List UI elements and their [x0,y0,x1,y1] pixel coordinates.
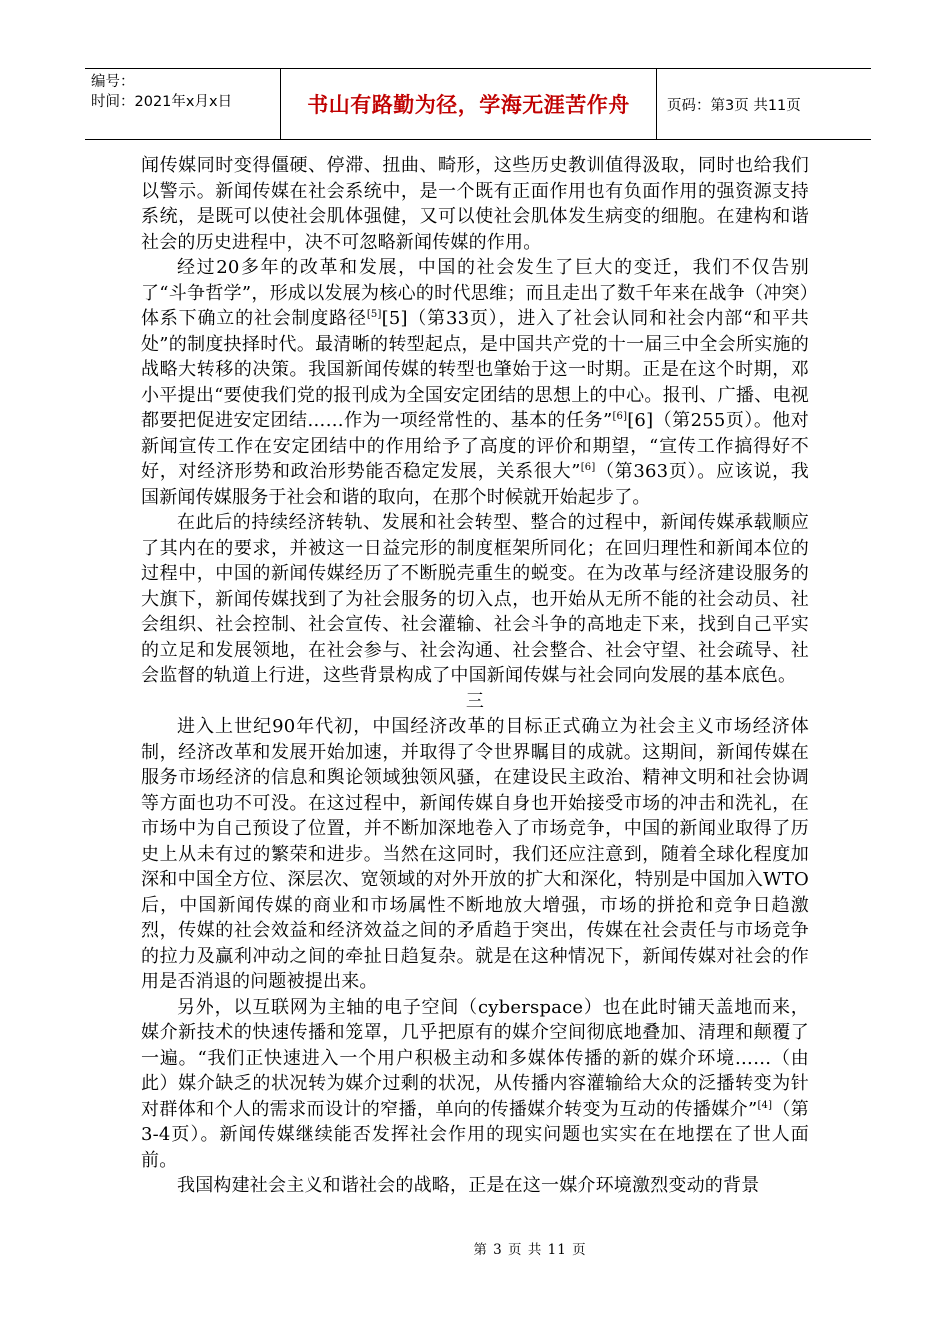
citation-sup: [6] [612,411,628,422]
citation-sup: [6] [580,462,596,473]
header-motto: 书山有路勤为径，学海无涯苦作舟 [281,69,657,139]
section-heading: 三 [465,690,485,712]
page-header [85,68,871,140]
citation-sup: [5] [366,309,382,320]
paragraph-4: 进入上世纪90年代初，中国经济改革的目标正式确立为社会主义市场经济体制，经济改革和发展开始加速，并取得了令世界瞩目的成就。这期间，新闻传媒在服务市场经济的信息和舆论领域独领风骚，在建设民主政治、精神文明和社会协调等方面也功不可没。在这过程中，新闻传媒自身也开始接受市场的冲击和洗礼，在市场中为自己预设了位置，并不断加深地卷入了市场竞争，中国的新闻业取得了历史上从未有过的繁荣和进步。当然在这同时，我们还应注意到，随着全球化程度加深和中国全方位、深层次、宽领域的对外开放的扩大和深化，特别是中国加入WTO后，中国新闻传媒的商业和市场属性不断地放大增强，市场的拼抢和竞争日趋激烈，传媒的社会效益和经济效益之间的矛盾趋于突出，传媒在社会责任与市场竞争的拉力及赢利冲动之间的牵扯日趋复杂。就是在这种情况下，新闻传媒对社会的作用是否消退的问题被提出来。 [141,716,809,992]
page-footer: 第 3 页 共 11 页 [473,1242,587,1258]
paragraph-1: 闻传媒同时变得僵硬、停滞、扭曲、畸形，这些历史教训值得汲取，同时也给我们以警示。新闻传媒在社会系统中，是一个既有正面作用也有负面作用的强资源支持系统，是既可以使社会肌体强健，又可以使社会肌体发生病变的细胞。在建构和谐社会的历史进程中，决不可忽略新闻传媒的作用。 [141,155,809,253]
header-page-info: 页码：第3页 共11页 [667,97,801,114]
paragraph-2-text-b: [5]（第33页），进入了社会认同和社会内部“和平共处”的制度抉择时代。最清晰的转型起点，是中国共产党的十一届三中全会所实施的战略大转移的决策。我国新闻传媒的转型也肇始于这一时期。正是在这个时期，邓小平提出“要使我们党的报刊成为全国安定团结的思想上的中心。报刊、广播、电视都要把促进安定团结……作为一项经常性的、基本的任务” [141,308,809,431]
paragraph-5-text-a: 另外，以互联网为主轴的电子空间（cyberspace）也在此时铺天盖地而来，媒介新技术的快速传播和笼罩，几乎把原有的媒介空间彻底地叠加、清理和颠覆了一遍。“我们正快速进入一个用户积极主动和多媒体传播的新的媒介环境……（由此）媒介缺乏的状况转为媒介过剩的状况，从传播内容灌输给大众的泛播转变为针对群体和个人的需求而设计的窄播，单向的传播媒介转变为互动的传播媒介” [141,996,809,1120]
paragraph-5-text-b: （第3-4页）。新闻传媒继续能否发挥社会作用的现实问题也实实在在地摆在了世人面前。 [141,1098,809,1171]
paragraph-2-text-c: [6]（第255页）。他对新闻宣传工作在安定团结中的作用给予了高度的评价和期望，“宣传工作搞得好不好，对经济形势和政治形势能否稳定发展，关系很大” [141,410,809,482]
paragraph-5 [141,995,809,1174]
document-body [141,153,809,1199]
paragraph-6: 我国构建社会主义和谐社会的战略，正是在这一媒介环境激烈变动的背景 [177,1175,760,1196]
paragraph-2 [141,255,809,510]
paragraph-3: 在此后的持续经济转轨、发展和社会转型、整合的过程中，新闻传媒承载顺应了其内在的要求，并被这一日益完形的制度框架所同化；在回归理性和新闻本位的过程中，中国的新闻传媒经历了不断脱壳重生的蜕变。在为改革与经济建设服务的大旗下，新闻传媒找到了为社会服务的切入点，也开始从无所不能的社会动员、社会组织、社会控制、社会宣传、社会灌输、社会斗争的高地走下来，找到自己平实的立足和发展领地，在社会参与、社会沟通、社会整合、社会守望、社会疏导、社会监督的轨道上行进，这些背景构成了中国新闻传媒与社会同向发展的基本底色。 [141,512,809,686]
paragraph-2-text-a: 经过20多年的改革和发展，中国的社会发生了巨大的变迁，我们不仅告别了“斗争哲学”，形成以发展为核心的时代思维；而且走出了数千年来在战争（冲突）体系下确立的社会制度路径 [141,257,809,329]
date-line: 时间：2021年x月x日 [91,94,233,110]
header-meta-cell [85,69,281,139]
number-label: 编号： [91,74,135,90]
paragraph-2-text-d: （第363页）。应该说，我国新闻传媒服务于社会和谐的取向，在那个时候就开始起步了。 [141,461,809,508]
citation-sup: [4] [757,1099,773,1111]
